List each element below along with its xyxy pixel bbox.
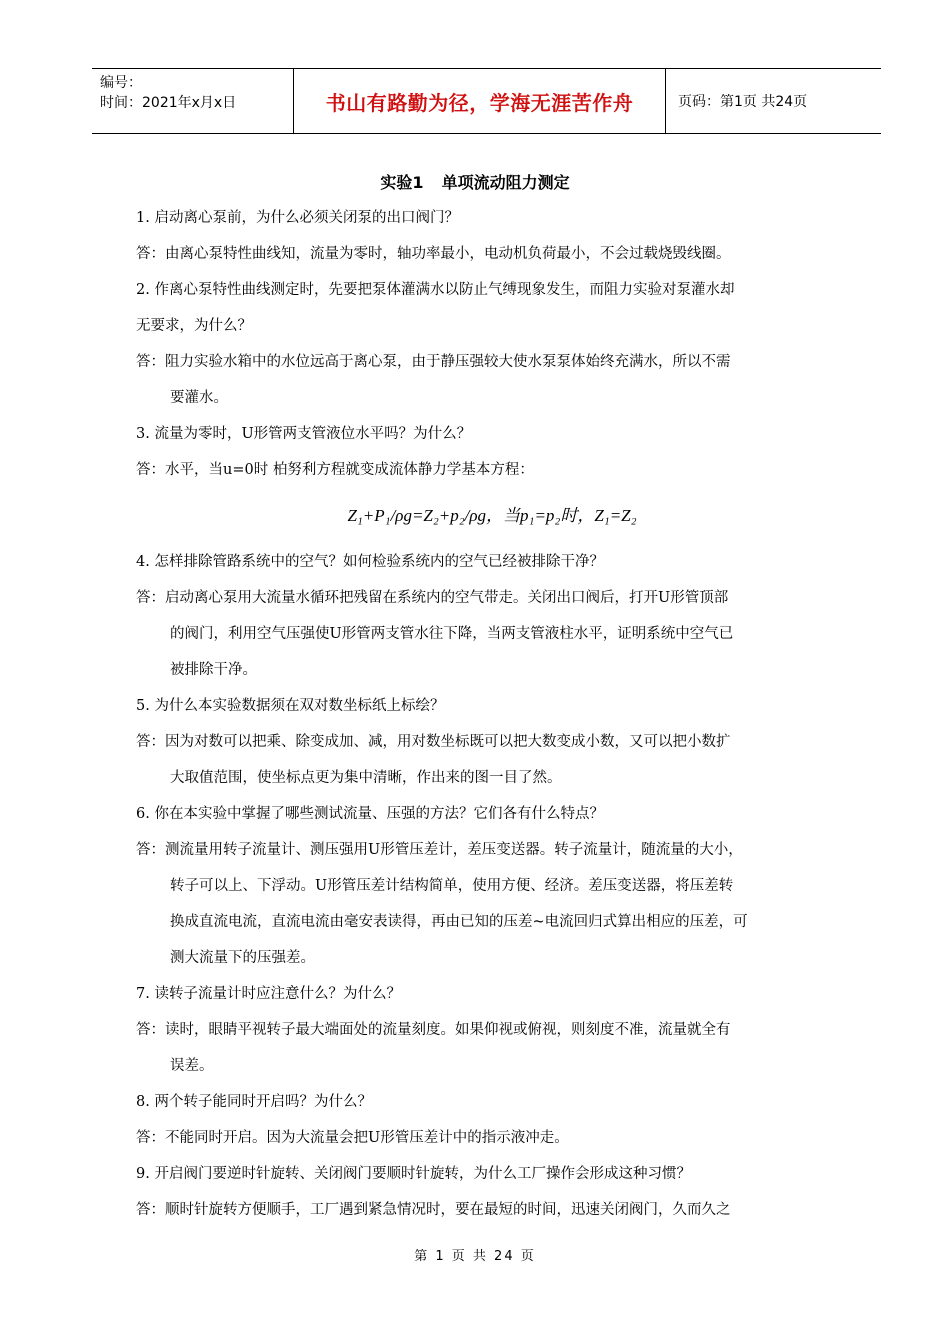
experiment-number: 实验1 (380, 173, 424, 192)
answer-line: 大取值范围，使坐标点更为集中清晰，作出来的图一目了然。 (170, 770, 562, 786)
doc-time-label: 时间：2021年x月x日 (100, 95, 237, 111)
answer-line: 答：测流量用转子流量计、测压强用U形管压差计，差压变送器。转子流量计，随流量的大小， (136, 842, 743, 858)
answer-line: 答：顺时针旋转方便顺手，工厂遇到紧急情况时，要在最短的时间，迅速关闭阀门，久而久之 (136, 1202, 731, 1218)
question-line: 3. 流量为零时，U形管两支管液位水平吗？为什么？ (136, 426, 472, 442)
answer-line: 答：阻力实验水箱中的水位远高于离心泵，由于静压强较大使水泵泵体始终充满水，所以不需 (136, 354, 731, 370)
question-line: 无要求，为什么？ (136, 318, 252, 334)
answer-line: 误差。 (170, 1058, 214, 1074)
header-meta (92, 69, 293, 133)
answer-line: 的阀门，利用空气压强使U形管两支管水往下降，当两支管液柱水平，证明系统中空气已 (170, 626, 734, 642)
header-motto-cell (293, 69, 666, 133)
question-line: 9. 开启阀门要逆时针旋转、关闭阀门要顺时针旋转，为什么工厂操作会形成这种习惯？ (136, 1166, 691, 1182)
answer-line: 换成直流电流，直流电流由毫安表读得，再由已知的压差~电流回归式算出相应的压差，可 (170, 914, 748, 930)
question-line: 8. 两个转子能同时开启吗？为什么？ (136, 1094, 372, 1110)
experiment-name: 单项流动阻力测定 (441, 173, 570, 192)
doc-id-label: 编号： (100, 75, 142, 91)
question-line: 6. 你在本实验中掌握了哪些测试流量、压强的方法？它们各有什么特点？ (136, 806, 604, 822)
page-title (0, 170, 950, 193)
header-table (92, 68, 881, 134)
question-line: 2. 作离心泵特性曲线测定时，先要把泵体灌满水以防止气缚现象发生，而阻力实验对泵灌水却 (136, 282, 735, 298)
question-line: 1. 启动离心泵前，为什么必须关闭泵的出口阀门？ (136, 210, 459, 226)
question-line: 4. 怎样排除管路系统中的空气？如何检验系统内的空气已经被排除干净？ (136, 554, 604, 570)
document-body (136, 200, 848, 1228)
answer-line: 答：水平，当u=0时 柏努利方程就变成流体静力学基本方程： (136, 462, 534, 478)
bernoulli-formula: Z₁+P₁/ρg=Z₂+p₂/ρg，当p₁=p₂时，Z₁=Z₂ (347, 506, 637, 525)
question-line: 7. 读转子流量计时应注意什么？为什么？ (136, 986, 401, 1002)
answer-line: 答：不能同时开启。因为大流量会把U形管压差计中的指示液冲走。 (136, 1130, 569, 1146)
question-line: 5. 为什么本实验数据须在双对数坐标纸上标绘？ (136, 698, 445, 714)
answer-line: 答：读时，眼睛平视转子最大端面处的流量刻度。如果仰视或俯视，则刻度不准，流量就全有 (136, 1022, 731, 1038)
answer-line: 答：因为对数可以把乘、除变成加、减，用对数坐标既可以把大数变成小数，又可以把小数扩 (136, 734, 731, 750)
answer-line: 要灌水。 (170, 390, 228, 406)
answer-line: 答：启动离心泵用大流量水循环把残留在系统内的空气带走。关闭出口阀后，打开U形管顶部 (136, 590, 729, 606)
page-footer: 第 1 页 共 24 页 (414, 1249, 536, 1264)
answer-line: 被排除干净。 (170, 662, 257, 678)
header-page-info: 页码：第1页 共24页 (678, 94, 808, 110)
answer-line: 转子可以上、下浮动。U形管压差计结构简单，使用方便、经济。差压变送器，将压差转 (170, 878, 734, 894)
header-motto: 书山有路勤为径，学海无涯苦作舟 (325, 90, 634, 115)
answer-line: 测大流量下的压强差。 (170, 950, 315, 966)
answer-line: 答：由离心泵特性曲线知，流量为零时，轴功率最小，电动机负荷最小，不会过载烧毁线圈。 (136, 246, 731, 262)
